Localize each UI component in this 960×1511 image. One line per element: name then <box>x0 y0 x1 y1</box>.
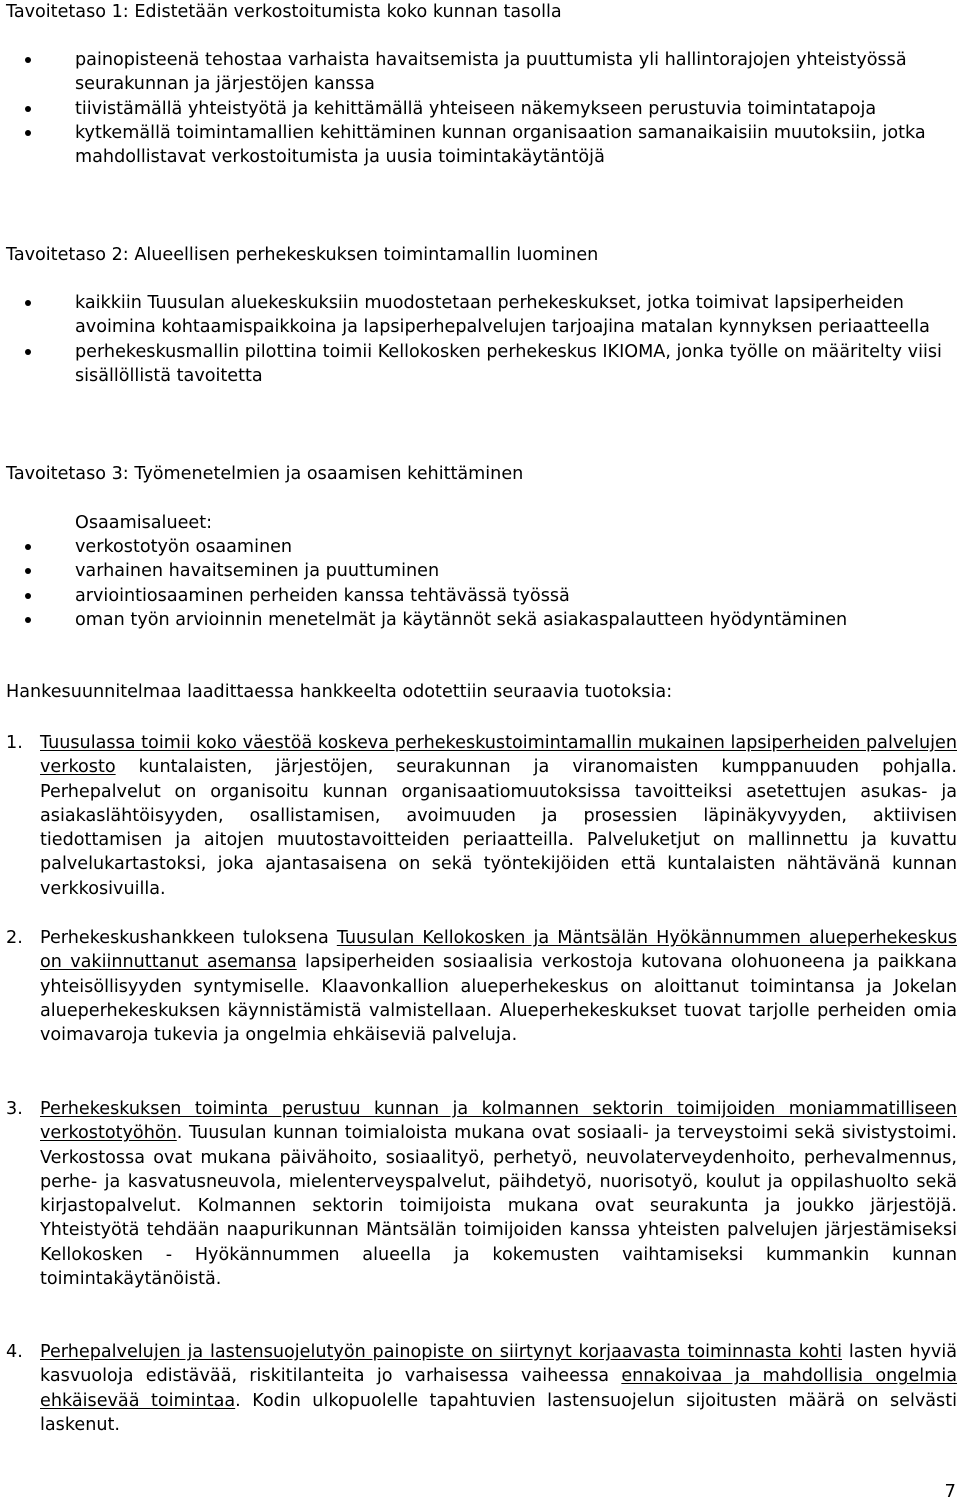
item-text: Perhekeskushankkeen tuloksena Tuusulan Kellokosken ja Mäntsälän Hyökännummen alueperhekeskus on vakiinnuttanut asemansa lapsiperheiden sosiaalisia verkostoja kutovana olohuoneena ja paikkana yhteisöllisyyden syntymiselle. Klaavonkallion alueperhekeskus on aloittanut toimintansa ja Jokelan alueperhekeskuksen käynnistämistä valmistellaan. Alueperhekeskukset tuovat tarjolle perheiden omia voimavaroja tukevia ja ongelmia ehkäiseviä palveluja. <box>40 928 957 1046</box>
output-item-3 <box>0 1097 960 1291</box>
list-item: arviointiosaaminen perheiden kanssa tehtävässä työssä <box>0 584 960 608</box>
bullet-icon <box>25 57 31 63</box>
page-number: 7 <box>944 1481 956 1502</box>
list-item: oman työn arvioinnin menetelmät ja käytännöt sekä asiakaspalautteen hyödyntäminen <box>0 608 960 632</box>
list-item: kaikkiin Tuusulan aluekeskuksiin muodostetaan perhekeskukset, jotka toimivat lapsiperheiden avoimina kohtaamispaikkoina ja lapsiperhepalvelujen tarjoajina matalan kynnyksen periaatteella <box>0 291 960 340</box>
item-number: 3. <box>6 1099 23 1119</box>
bullet-icon <box>25 568 31 574</box>
output-item-1 <box>0 731 960 901</box>
bullet-icon <box>25 593 31 599</box>
item-text: Tuusulassa toimii koko väestöä koskeva perhekeskustoimintamallin mukainen lapsiperheiden palvelujen verkosto kuntalaisten, järjestöjen, seurakunnan ja viranomaisten kumppanuuden pohjalla. Perhepalvelut on organisoitu kunnan organisaatiomuutoksissa tavoitteiksi asetettujen asukas- ja asiakaslähtöisyyden, osallistamisen, avoimuuden ja prosessien läpinäkyvyyden, aktiivisen tiedottamisen ja aitojen muutostavoitteiden periaatteilla. Palveluketjut on mallinnettu ja kuvattu palvelukartastoksi, joka ajantasaisena on sekä työntekijöiden että kuntalaisten nähtävänä kunnan verkkosivuilla. <box>40 733 957 899</box>
bullet-icon <box>25 300 31 306</box>
level3-heading: Tavoitetaso 3: Työmenetelmien ja osaamisen kehittäminen <box>6 464 524 484</box>
item-number: 4. <box>6 1342 23 1362</box>
bullet-icon <box>25 349 31 355</box>
output-item-2 <box>0 926 960 1047</box>
level3-subheading: Osaamisalueet: <box>75 513 213 533</box>
list-item: kytkemällä toimintamallien kehittäminen kunnan organisaation samanaikaisiin muutoksiin, jotka mahdollistavat verkostoitumista ja uusia toimintakäytäntöjä <box>0 121 960 170</box>
bullet-icon <box>25 617 31 623</box>
level2-list <box>0 291 960 388</box>
outputs-heading: Hankesuunnitelmaa laadittaessa hankkeelta odotettiin seuraavia tuotoksia: <box>6 682 673 702</box>
list-item: tiivistämällä yhteistyötä ja kehittämällä yhteiseen näkemykseen perustuvia toimintatapoja <box>0 97 960 121</box>
level3-list <box>0 535 960 632</box>
item-number: 2. <box>6 928 23 948</box>
bullet-icon <box>25 106 31 112</box>
item-number: 1. <box>6 733 23 753</box>
list-item: varhainen havaitseminen ja puuttuminen <box>0 559 960 583</box>
item-text: Perhekeskuksen toiminta perustuu kunnan ja kolmannen sektorin toimijoiden moniammatilliseen verkostotyöhön. Tuusulan kunnan toimialoista mukana ovat sosiaali- ja terveystoimi sekä sivistystoimi. Verkostossa ovat mukana päivähoito, sosiaalityö, perhetyö, neuvolaterveydenhoito, perhevalmennus, perhe- ja kasvatusneuvola, mielenterveyspalvelut, päihdetyö, nuorisotyö, koulut ja oppilashuolto sekä kirjastopalvelut. Kolmannen sektorin toimijoista mukana ovat seurakunta ja joukko järjestöjä. Yhteistyötä tehdään naapurikunnan Mäntsälän toimijoiden kanssa yhteisten palvelujen järjestämiseksi Kellokosken - Hyökännummen alueella ja kokemusten vaihtamiseksi kummankin kunnan toimintakäytänöistä. <box>40 1099 957 1290</box>
level1-heading: Tavoitetaso 1: Edistetään verkostoitumista koko kunnan tasolla <box>6 2 562 22</box>
output-item-4 <box>0 1340 960 1437</box>
level2-heading: Tavoitetaso 2: Alueellisen perhekeskuksen toimintamallin luominen <box>6 245 599 265</box>
level1-list <box>0 48 960 169</box>
list-item: perhekeskusmallin pilottina toimii Kellokosken perhekeskus IKIOMA, jonka työlle on määritelty viisi sisällöllistä tavoitetta <box>0 340 960 389</box>
item-text: Perhepalvelujen ja lastensuojelutyön painopiste on siirtynyt korjaavasta toiminnasta kohti lasten hyviä kasvuoloja edistävää, riskitilanteita jo varhaisessa vaiheessa ennakoivaa ja mahdollisia ongelmia ehkäisevää toimintaa. Kodin ulkopuolelle tapahtuvien lastensuojelun sijoitusten määrä on selvästi laskenut. <box>40 1342 958 1435</box>
bullet-icon <box>25 544 31 550</box>
list-item: verkostotyön osaaminen <box>0 535 960 559</box>
list-item: painopisteenä tehostaa varhaista havaitsemista ja puuttumista yli hallintorajojen yhteistyössä seurakunnan ja järjestöjen kanssa <box>0 48 960 97</box>
bullet-icon <box>25 130 31 136</box>
